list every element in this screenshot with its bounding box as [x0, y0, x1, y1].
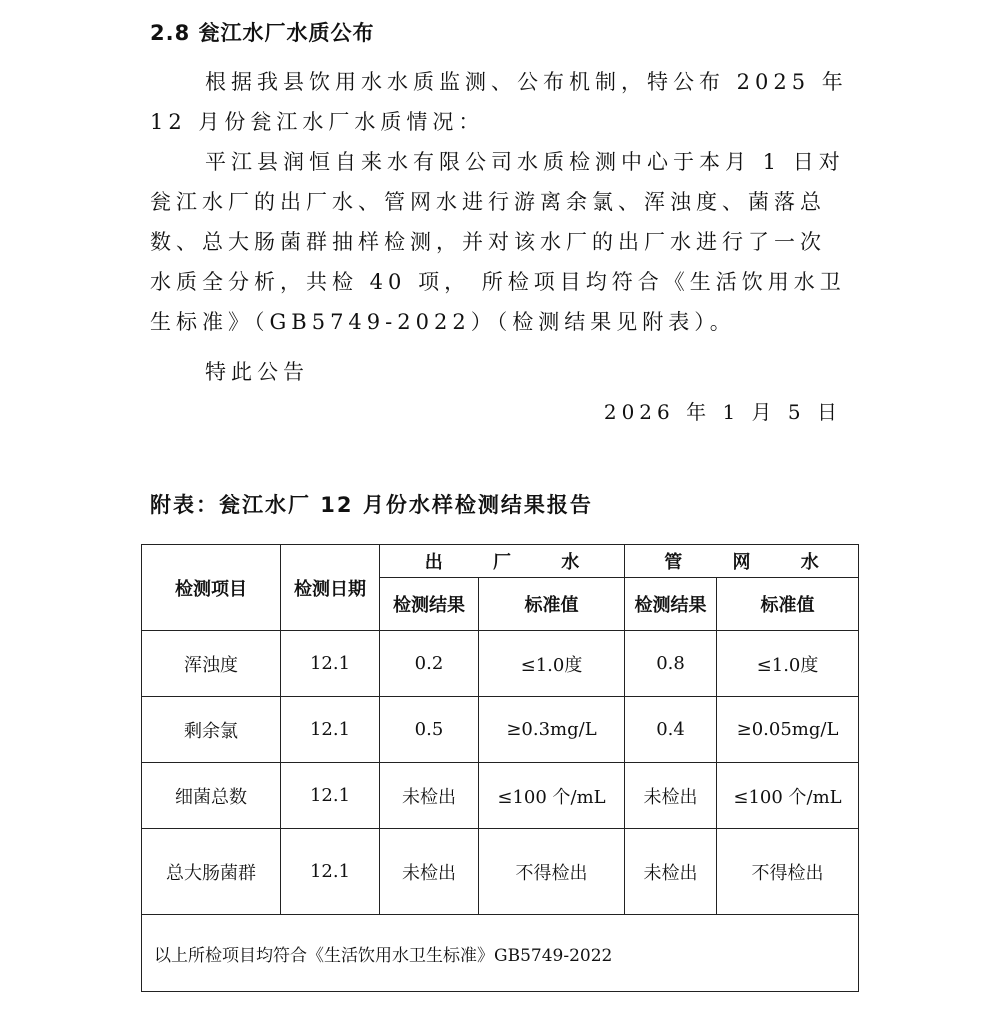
cell-item: 浑浊度	[142, 631, 281, 697]
header-item: 检测项目	[142, 545, 281, 631]
cell-item: 总大肠菌群	[142, 829, 281, 915]
section-heading: 2.8 瓮江水厂水质公布	[150, 21, 375, 45]
cell-outlet-result: 0.5	[380, 697, 479, 763]
cell-outlet-standard: ≤100 个/mL	[479, 763, 625, 829]
cell-network-standard: ≤100 个/mL	[717, 763, 859, 829]
table-title: 附表：瓮江水厂 12 月份水样检测结果报告	[150, 493, 593, 517]
cell-network-standard: ≥0.05mg/L	[717, 697, 859, 763]
cell-date: 12.1	[281, 697, 380, 763]
cell-date: 12.1	[281, 763, 380, 829]
cell-outlet-result: 0.2	[380, 631, 479, 697]
cell-date: 12.1	[281, 631, 380, 697]
closing-paragraph: 特此公告	[205, 360, 309, 384]
cell-network-result: 0.4	[625, 697, 717, 763]
cell-date: 12.1	[281, 829, 380, 915]
header-outlet-result: 检测结果	[380, 578, 479, 631]
table-row	[142, 631, 859, 697]
header-network-water: 管 网 水	[625, 545, 859, 578]
header-outlet-standard: 标准值	[479, 578, 625, 631]
cell-outlet-standard: 不得检出	[479, 829, 625, 915]
detail-paragraph: 平江县润恒自来水有限公司水质检测中心于本月 1 日对瓮江水厂的出厂水、管网水进行游离余氯、浑浊度、菌落总数、总大肠菌群抽样检测，并对该水厂的出厂水进行了一次水质全分析，共检 40 项， 所检项目均符合《生活饮用水卫生标准》（GB5749-2022）（检测结果见附表）。	[150, 150, 846, 334]
cell-outlet-result: 未检出	[380, 829, 479, 915]
intro-paragraph: 根据我县饮用水水质监测、公布机制，特公布 2025 年 12 月份瓮江水厂水质情况：	[150, 70, 848, 134]
table-row	[142, 697, 859, 763]
cell-item: 细菌总数	[142, 763, 281, 829]
cell-item: 剩余氯	[142, 697, 281, 763]
note-row	[142, 915, 859, 992]
cell-network-result: 0.8	[625, 631, 717, 697]
table-row	[142, 763, 859, 829]
header-outlet-water: 出 厂 水	[380, 545, 625, 578]
header-date: 检测日期	[281, 545, 380, 631]
table-row	[142, 829, 859, 915]
cell-network-standard: 不得检出	[717, 829, 859, 915]
notice-date: 2026 年 1 月 5 日	[603, 400, 842, 424]
header-network-result: 检测结果	[625, 578, 717, 631]
cell-outlet-result: 未检出	[380, 763, 479, 829]
header-row	[142, 545, 859, 578]
results-table	[141, 544, 859, 992]
table-note: 以上所检项目均符合《生活饮用水卫生标准》GB5749-2022	[142, 915, 859, 992]
cell-network-result: 未检出	[625, 763, 717, 829]
cell-outlet-standard: ≥0.3mg/L	[479, 697, 625, 763]
cell-network-standard: ≤1.0度	[717, 631, 859, 697]
header-network-standard: 标准值	[717, 578, 859, 631]
cell-network-result: 未检出	[625, 829, 717, 915]
cell-outlet-standard: ≤1.0度	[479, 631, 625, 697]
